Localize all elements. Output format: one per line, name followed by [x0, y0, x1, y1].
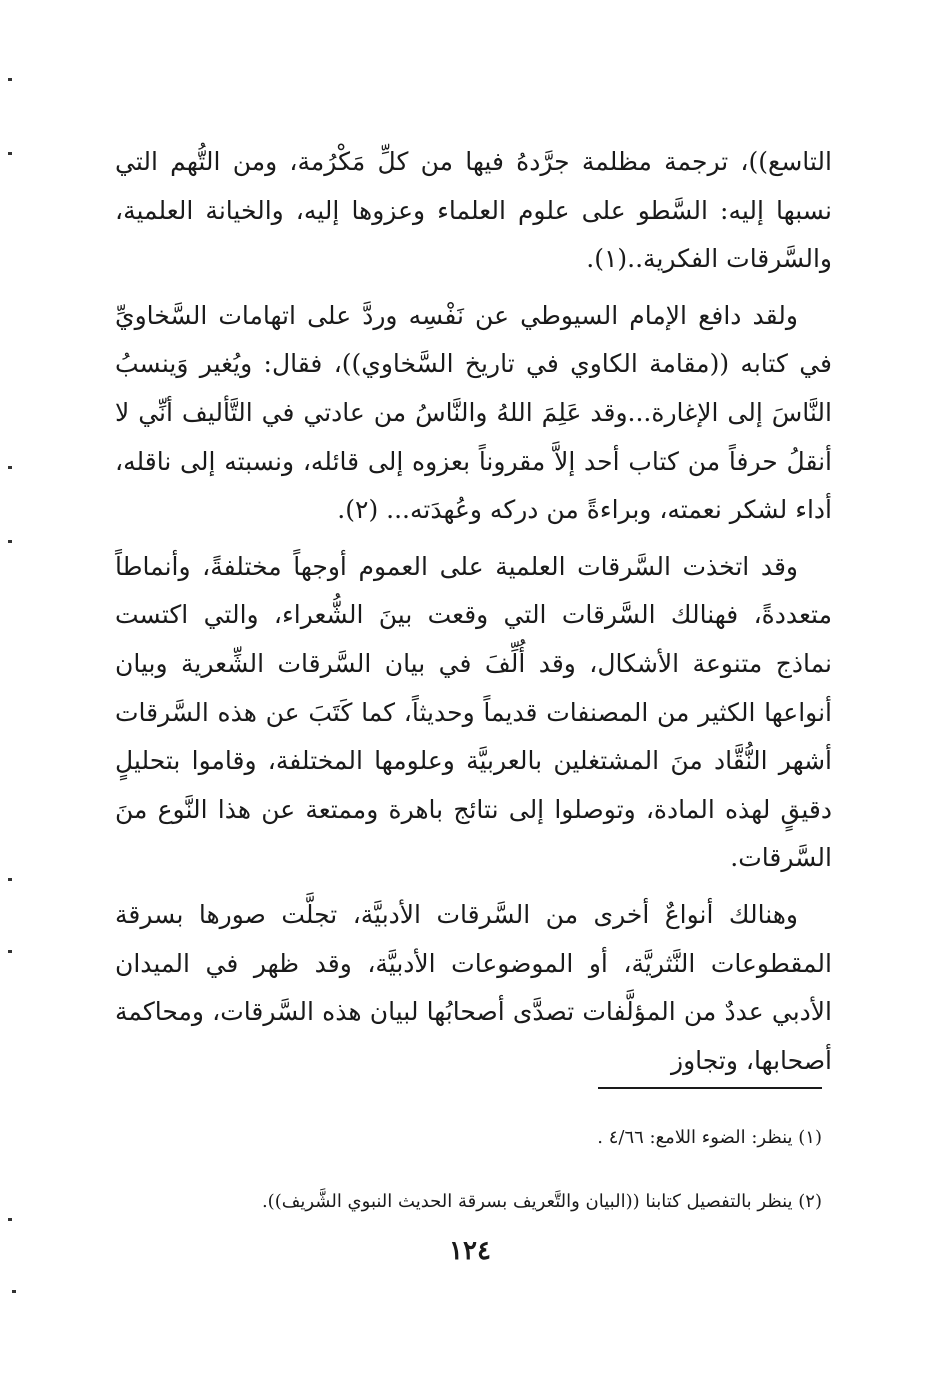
scan-speck	[8, 950, 12, 953]
footnote-2: (٢) ينظر بالتفصيل كتابنا ((البيان والتَّعريف بسرقة الحديث النبوي الشَّريف)).	[261, 1191, 822, 1212]
page-number: ١٢٤	[449, 1236, 491, 1266]
paragraph-2: ولقد دافع الإمام السيوطي عن نَفْسِه وردَّ على اتهامات السَّخاويِّ في كتابه ((مقامة الكاوي في تاريخ السَّخاوي))، فقال: ويُغير وَينسبُ النَّاسَ إلى الإغارة...وقد عَلِمَ اللهُ والنَّاسُ من عادتي في التَّأليف أنِّي لا أنقلُ حرفاً من كتاب أحد إلاَّ مقروناً بعزوه إلى قائله، ونسبته إلى ناقله، أداء لشكر نعمته، وبراءةً من دركه وعُهدَته... (٢).	[115, 300, 832, 525]
scan-speck	[8, 1218, 12, 1221]
paragraph-1: التاسع))، ترجمة مظلمة جرَّدهُ فيها من كلِّ مَكْرُمة، ومن التُّهم التي نسبها إليه: السَّطو على علوم العلماء وعزوها إليه، والخيانة العلمية، والسَّرقات الفكرية..(١).	[115, 147, 832, 274]
scan-speck	[8, 466, 12, 469]
scan-speck	[8, 78, 12, 81]
scan-speck	[8, 540, 12, 543]
scan-speck	[8, 152, 12, 155]
paragraph-3: وقد اتخذت السَّرقات العلمية على العموم أوجهاً مختلفةً، وأنماطاً متعددةً، فهنالك السَّرقات التي وقعت بينَ الشُّعراء، والتي اكتست نماذج متنوعة الأشكال، وقد أُلِّفَ في بيان السَّرقات الشِّعرية وبيان أنواعها الكثير من المصنفات قديماً وحديثاً، كما كَتَبَ عن هذه السَّرقات أشهر النُّقَّاد منَ المشتغلين بالعربيَّة وعلومها المختلفة، وقاموا بتحليلٍ دقيقٍ لهذه المادة، وتوصلوا إلى نتائج باهرة وممتعة عن هذا النَّوع منَ السَّرقات.	[115, 551, 832, 873]
main-text	[115, 138, 832, 1085]
footnotes	[115, 1124, 822, 1216]
footnote-1: (١) ينظر: الضوء اللامع: ٤/٦٦ .	[597, 1127, 822, 1148]
scan-speck	[12, 1290, 16, 1293]
paragraph-4: وهنالك أنواعٌ أخرى من السَّرقات الأدبيَّة، تجلَّت صورها بسرقة المقطوعات النَّثريَّة، أو الموضوعات الأدبيَّة، وقد ظهر في الميدان الأدبي عددٌ من المؤلَّفات تصدَّى أصحابُها لبيان هذه السَّرقات، ومحاكمة أصحابها، وتجاوز	[115, 899, 832, 1075]
scan-speck	[8, 878, 12, 881]
footnote-separator	[598, 1087, 822, 1089]
